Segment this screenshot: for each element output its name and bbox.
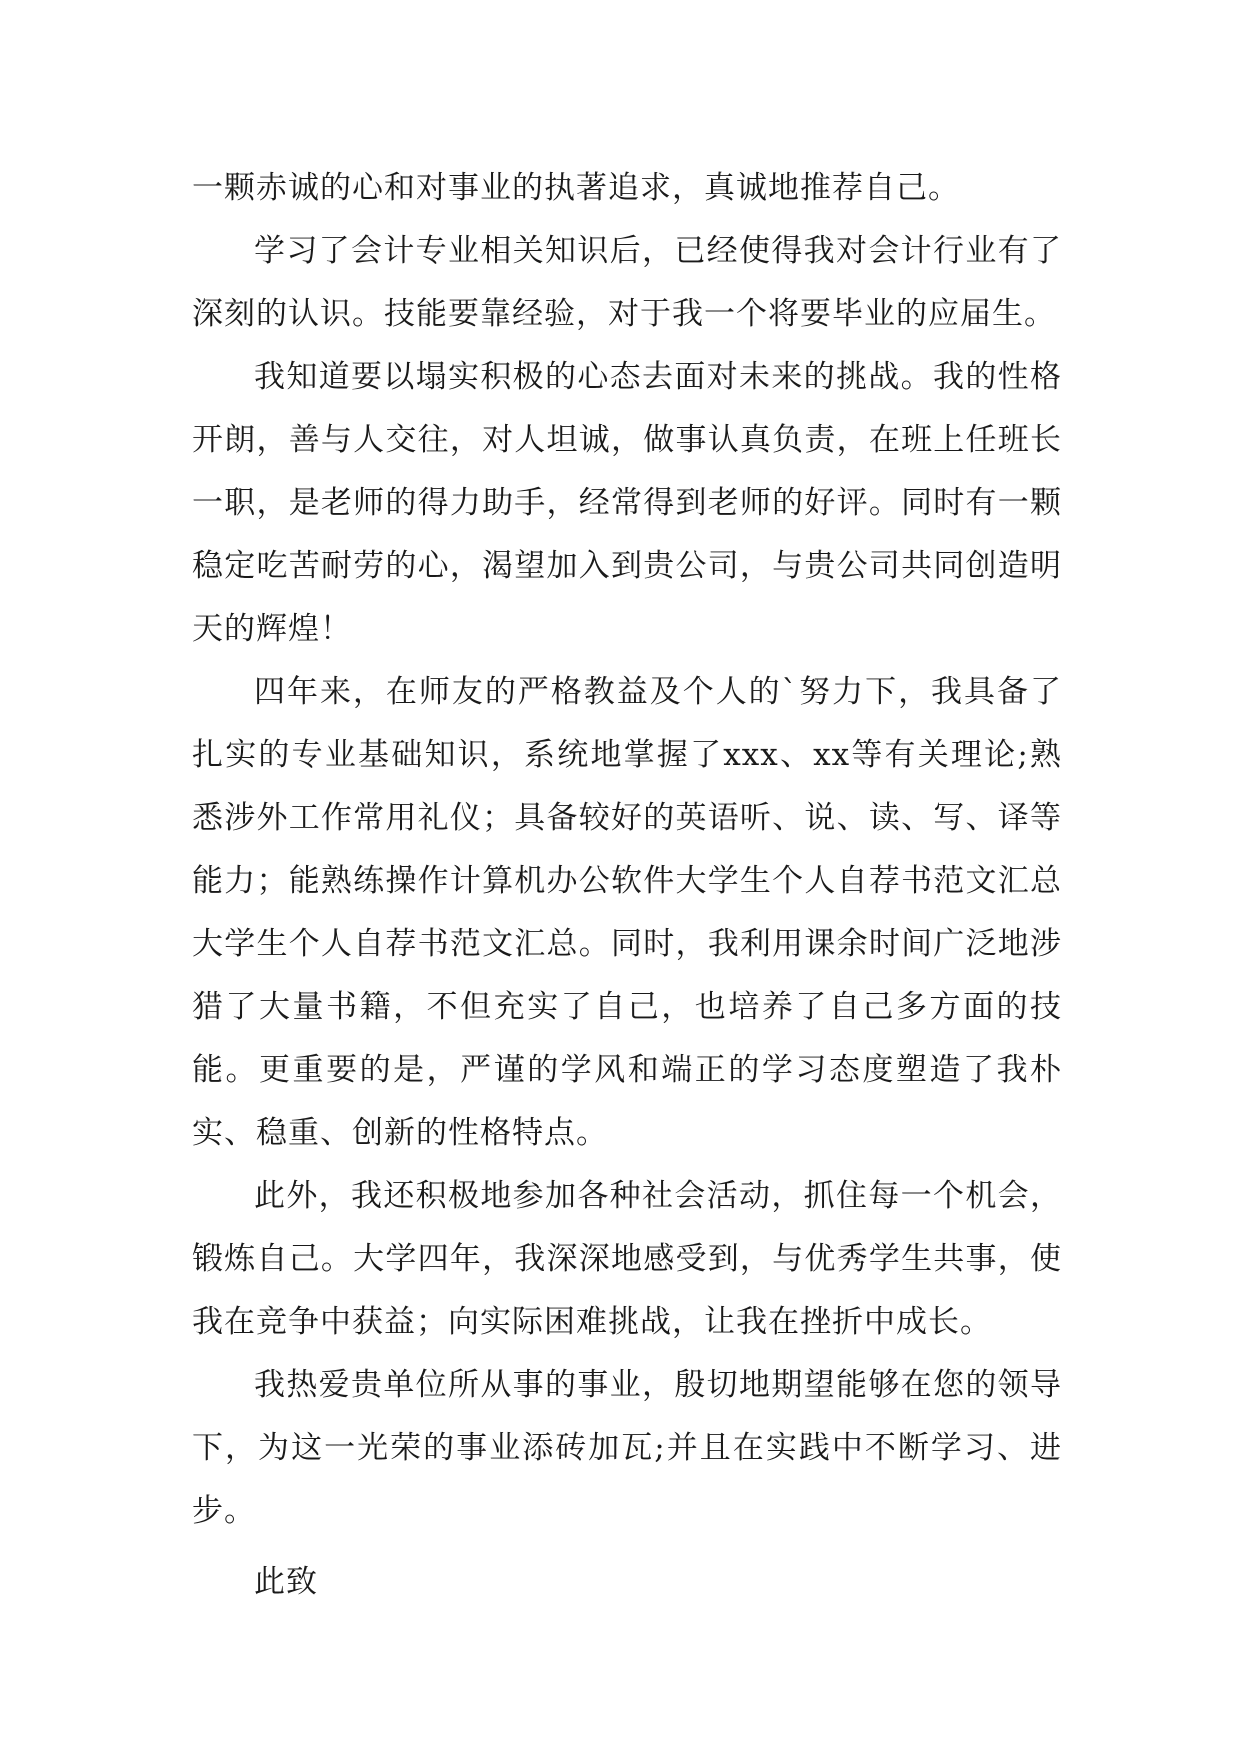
paragraph-2: 学习了会计专业相关知识后，已经使得我对会计行业有了深刻的认识。技能要靠经验，对于我一个将要毕业的应届生。 bbox=[192, 233, 1062, 332]
closing-salutation: 此致 bbox=[254, 1564, 318, 1600]
paragraph-6: 我热爱贵单位所从事的事业，殷切地期望能够在您的领导下，为这一光荣的事业添砖加瓦;并且在实践中不断学习、进步。 bbox=[192, 1367, 1062, 1529]
paragraph-1: 一颗赤诚的心和对事业的执著追求，真诚地推荐自己。 bbox=[192, 170, 960, 206]
paragraph-4: 四年来，在师友的严格教益及个人的`努力下，我具备了扎实的专业基础知识，系统地掌握了xxx、xx等有关理论;熟悉涉外工作常用礼仪；具备较好的英语听、说、读、写、译等能力；能熟练操作计算机办公软件大学生个人自荐书范文汇总大学生个人自荐书范文汇总。同时，我利用课余时间广泛地涉猎了大量书籍，不但充实了自己，也培养了自己多方面的技能。更重要的是，严谨的学风和端正的学习态度塑造了我朴实、稳重、创新的性格特点。 bbox=[192, 674, 1062, 1151]
document-body bbox=[192, 157, 1062, 1614]
paragraph-3: 我知道要以塌实积极的心态去面对未来的挑战。我的性格开朗，善与人交往，对人坦诚，做事认真负责，在班上任班长一职，是老师的得力助手，经常得到老师的好评。同时有一颗稳定吃苦耐劳的心，渴望加入到贵公司，与贵公司共同创造明天的辉煌！ bbox=[192, 359, 1062, 647]
paragraph-5: 此外，我还积极地参加各种社会活动，抓住每一个机会，锻炼自己。大学四年，我深深地感受到，与优秀学生共事，使我在竞争中获益；向实际困难挑战，让我在挫折中成长。 bbox=[192, 1178, 1062, 1340]
